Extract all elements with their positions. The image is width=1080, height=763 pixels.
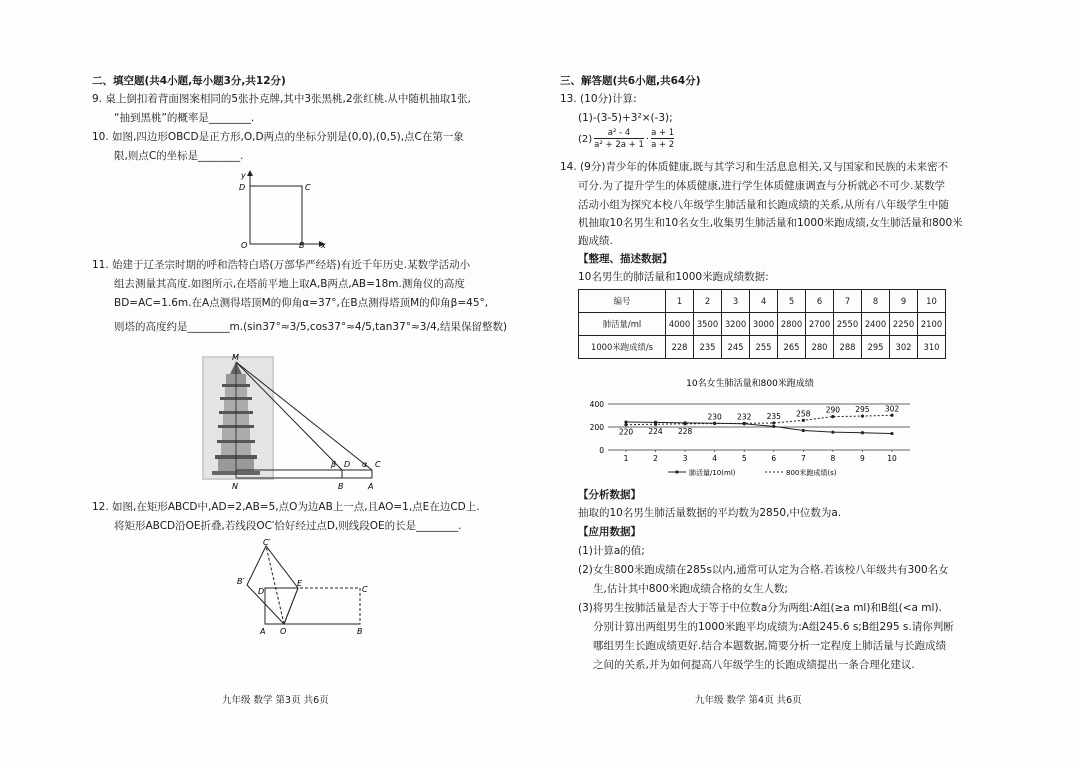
table-cell: 255: [750, 336, 778, 359]
apply-q3-line1: (3)将男生按肺活量是否大于等于中位数a分为两组:A组(≥a ml)和B组(<a ml).: [578, 602, 942, 614]
left-footer: 九年级 数学 第3页 共6页: [222, 695, 329, 706]
chart-title: 10名女生肺活量和800米跑成绩: [686, 379, 814, 389]
q12-label-b: B: [357, 627, 363, 636]
chart-x-tick-label: 8: [830, 454, 836, 463]
q14-line5: 跑成绩.: [578, 235, 613, 247]
table-cell: 3000: [750, 313, 778, 336]
chart-data-label: 290: [825, 405, 841, 415]
q11-label-beta: β: [331, 460, 337, 469]
q12-label-b-prime: B′: [237, 577, 245, 586]
q9-line2: “抽到黑桃”的概率是________.: [114, 112, 255, 124]
table-cell: 2100: [918, 313, 946, 336]
chart-point: [802, 419, 805, 422]
chart-data-label: 295: [855, 405, 870, 415]
table-cell: 302: [890, 336, 918, 359]
chart-x-tick-label: 6: [771, 454, 777, 463]
q13-frac1-numerator: a² - 4: [607, 128, 631, 138]
chart-point: [772, 421, 775, 424]
table-cell: 2800: [778, 313, 806, 336]
table-cell: 3200: [722, 313, 750, 336]
apply-q2-line1: (2)女生800米跑成绩在285s以内,通常可认定为合格.若该校八年级共有300名女: [578, 564, 949, 576]
q11-figure: [200, 352, 400, 492]
q12-label-c: C: [362, 585, 368, 594]
chart-point: [624, 423, 627, 426]
q12-line1: 12. 如图,在矩形ABCD中,AD=2,AB=5,点O为边AB上一点,且AO=1,点E在边CD上.: [92, 501, 480, 513]
chart-data-label: 235: [766, 411, 781, 421]
q13-fraction-1: [594, 128, 644, 150]
section-organize: 【整理、描述数据】: [578, 253, 673, 265]
legend-entry-lung: 肺活量/10(ml): [689, 469, 736, 477]
chart-y-tick-label: 400: [589, 400, 604, 409]
q11-label-m: M: [232, 353, 239, 362]
table-cell: 4: [750, 290, 778, 313]
chart-legend: [668, 468, 837, 477]
chart-data-labels: [619, 404, 900, 436]
apply-q2-line2: 生,估计其中800米跑成绩合格的女生人数;: [593, 583, 788, 595]
table-cell: 280: [806, 336, 834, 359]
chart-data-label: 302: [884, 404, 900, 414]
q10-line1: 10. 如图,四边形OBCD是正方形,O,D两点的坐标分别是(0,0),(0,5),点C在第一象: [92, 131, 464, 143]
q10-label-c: C: [305, 183, 311, 192]
q13-frac2-denominator: a + 2: [651, 140, 675, 150]
chart-data-label: 228: [677, 426, 693, 436]
section-analyze: 【分析数据】: [578, 489, 641, 501]
chart-x-tick-label: 10: [887, 454, 897, 463]
table-row1-label: 肺活量/ml: [579, 313, 666, 336]
girls-line-chart: [560, 372, 920, 480]
q13-frac2-numerator: a + 1: [651, 128, 675, 138]
q10-line2: 限,则点C的坐标是________.: [114, 150, 244, 162]
q13-fraction-2: [651, 128, 674, 150]
q13-part1: (1)-(3-5)+3²×(-3);: [578, 112, 673, 124]
table-cell: 5: [778, 290, 806, 313]
section-title-fill-blank: 二、填空题(共4小题,每小题3分,共12分): [92, 75, 286, 87]
q10-label-x: x: [321, 241, 326, 250]
q12-label-e: E: [297, 579, 303, 588]
table-caption: 10名男生的肺活量和1000米跑成绩数据:: [578, 271, 769, 283]
q11-label-n: N: [232, 482, 238, 491]
q13-title: 13. (10分)计算:: [560, 93, 637, 105]
chart-point: [890, 432, 893, 435]
table-cell: 245: [722, 336, 750, 359]
q11-line2: 组去测量其高度.如图所示,在塔前平地上取A,B两点,AB=18m.测角仪的高度: [114, 278, 465, 290]
chart-data-label: 220: [618, 427, 634, 437]
analyze-text: 抽取的10名男生肺活量数据的平均数为2850,中位数为a.: [578, 507, 842, 519]
chart-x-tick-label: 9: [860, 454, 865, 463]
table-cell: 295: [862, 336, 890, 359]
q10-label-y: y: [241, 171, 246, 180]
chart-point: [831, 415, 834, 418]
chart-point: [861, 431, 864, 434]
q14-line4: 机抽取10名男生和10名女生,收集男生肺活量和1000米跑成绩,女生肺活量和800米: [578, 217, 963, 229]
chart-data-label: 224: [648, 427, 663, 437]
q10-label-d: D: [239, 183, 246, 192]
chart-point: [831, 431, 834, 434]
apply-q3-line2: 分别计算出两组男生的1000米跑平均成绩为:A组245.6 s;B组295 s.请你判断: [593, 621, 954, 633]
q12-figure: [205, 536, 385, 640]
chart-point: [861, 414, 864, 417]
chart-x-tick-label: 1: [623, 454, 629, 463]
q14-line3: 活动小组为探究本校八年级学生肺活量和长跑成绩的关系,从所有八年级学生中随: [578, 199, 949, 211]
right-footer: 九年级 数学 第4页 共6页: [695, 695, 802, 706]
chart-point: [654, 423, 657, 426]
table-row: [579, 290, 946, 313]
table-header-label: 编号: [579, 290, 666, 313]
table-cell: 3: [722, 290, 750, 313]
table-cell: 10: [918, 290, 946, 313]
table-cell: 7: [834, 290, 862, 313]
q13-part2: [578, 128, 674, 150]
table-cell: 288: [834, 336, 862, 359]
legend-entry-run: 800米跑成绩(s): [786, 469, 837, 477]
chart-data-label: 230: [707, 412, 722, 422]
q11-label-c: C: [375, 460, 381, 469]
chart-data-label: 232: [737, 412, 752, 422]
q11-label-alpha: α: [362, 460, 368, 469]
q12-label-c-prime: C′: [263, 538, 271, 547]
chart-point: [684, 422, 687, 425]
q13-part2-prefix: (2): [578, 133, 593, 145]
table-row: [579, 336, 946, 359]
table-cell: 1: [666, 290, 694, 313]
table-cell: 310: [918, 336, 946, 359]
chart-x-tick-label: 5: [741, 454, 747, 463]
section-title-answer: 三、解答题(共6小题,共64分): [560, 75, 701, 87]
table-cell: 265: [778, 336, 806, 359]
table-cell: 2: [694, 290, 722, 313]
table-cell: 2700: [806, 313, 834, 336]
q12-label-d: D: [258, 587, 265, 596]
q11-line4: 则塔的高度约是________m.(sin37°≈3/5,cos37°≈4/5,tan37°≈3/4,结果保留整数): [114, 321, 508, 333]
chart-point: [743, 422, 746, 425]
q12-line2: 将矩形ABCD沿OE折叠,若线段OC′恰好经过点D,则线段OE的长是________.: [114, 520, 462, 532]
apply-q3-line4: 之间的关系,并为如何提高八年级学生的长跑成绩提出一条合理化建议.: [593, 659, 915, 671]
chart-point: [890, 414, 893, 417]
q12-label-o: O: [280, 627, 287, 636]
q12-label-a: A: [260, 627, 266, 636]
q10-label-b: B: [299, 241, 305, 250]
q13-frac1-denominator: a² + 2a + 1: [594, 140, 644, 150]
q11-line1: 11. 始建于辽圣宗时期的呼和浩特白塔(万部华严经塔)有近千年历史.某数学活动小: [92, 259, 471, 271]
chart-y-ticks: [590, 400, 605, 455]
q10-figure: [225, 168, 335, 250]
chart-x-tick-label: 4: [712, 454, 718, 463]
chart-x-tick-label: 7: [800, 454, 806, 463]
q9-line1: 9. 桌上倒扣着背面图案相同的5张扑克牌,其中3张黑桃,2张红桃.从中随机抽取1张,: [92, 93, 471, 105]
chart-data-label: 258: [796, 409, 811, 419]
q11-line3: BD=AC=1.6m.在A点测得塔顶M的仰角α=37°,在B点测得塔顶M的仰角β=45°,: [114, 297, 489, 309]
chart-y-tick-label: 200: [589, 423, 604, 432]
boys-data-table: [578, 289, 946, 359]
chart-point: [713, 422, 716, 425]
table-row: [579, 313, 946, 336]
q14-line2: 可分.为了提升学生的体质健康,进行学生体质健康调查与分析就必不可少.某数学: [578, 180, 946, 192]
table-cell: 2400: [862, 313, 890, 336]
q11-label-d: D: [344, 460, 351, 469]
table-cell: 2550: [834, 313, 862, 336]
table-cell: 2250: [890, 313, 918, 336]
chart-x-tick-label: 2: [653, 454, 658, 463]
table-cell: 228: [666, 336, 694, 359]
q10-label-o: O: [241, 241, 248, 250]
table-cell: 9: [890, 290, 918, 313]
table-cell: 8: [862, 290, 890, 313]
q14-line1: 14. (9分)青少年的体质健康,既与其学习和生活息息相关,又与国家和民族的未来密不: [560, 161, 949, 173]
table-cell: 4000: [666, 313, 694, 336]
table-cell: 6: [806, 290, 834, 313]
q11-label-b: B: [338, 482, 344, 491]
q13-operator: ·: [645, 133, 650, 145]
chart-y-tick-label: 0: [599, 446, 604, 455]
table-cell: 3500: [694, 313, 722, 336]
apply-q3-line3: 哪组男生长跑成绩更好.结合本题数据,简要分析一定程度上肺活量与长跑成绩: [593, 640, 947, 652]
section-apply: 【应用数据】: [578, 526, 641, 538]
chart-x-ticks: [624, 450, 897, 463]
chart-series: [624, 411, 893, 435]
table-cell: 235: [694, 336, 722, 359]
chart-point: [802, 429, 805, 432]
chart-point: [772, 425, 775, 428]
table-row2-label: 1000米跑成绩/s: [579, 336, 666, 359]
apply-q1: (1)计算a的值;: [578, 545, 645, 557]
chart-x-tick-label: 3: [682, 454, 688, 463]
q11-label-a: A: [368, 482, 374, 491]
